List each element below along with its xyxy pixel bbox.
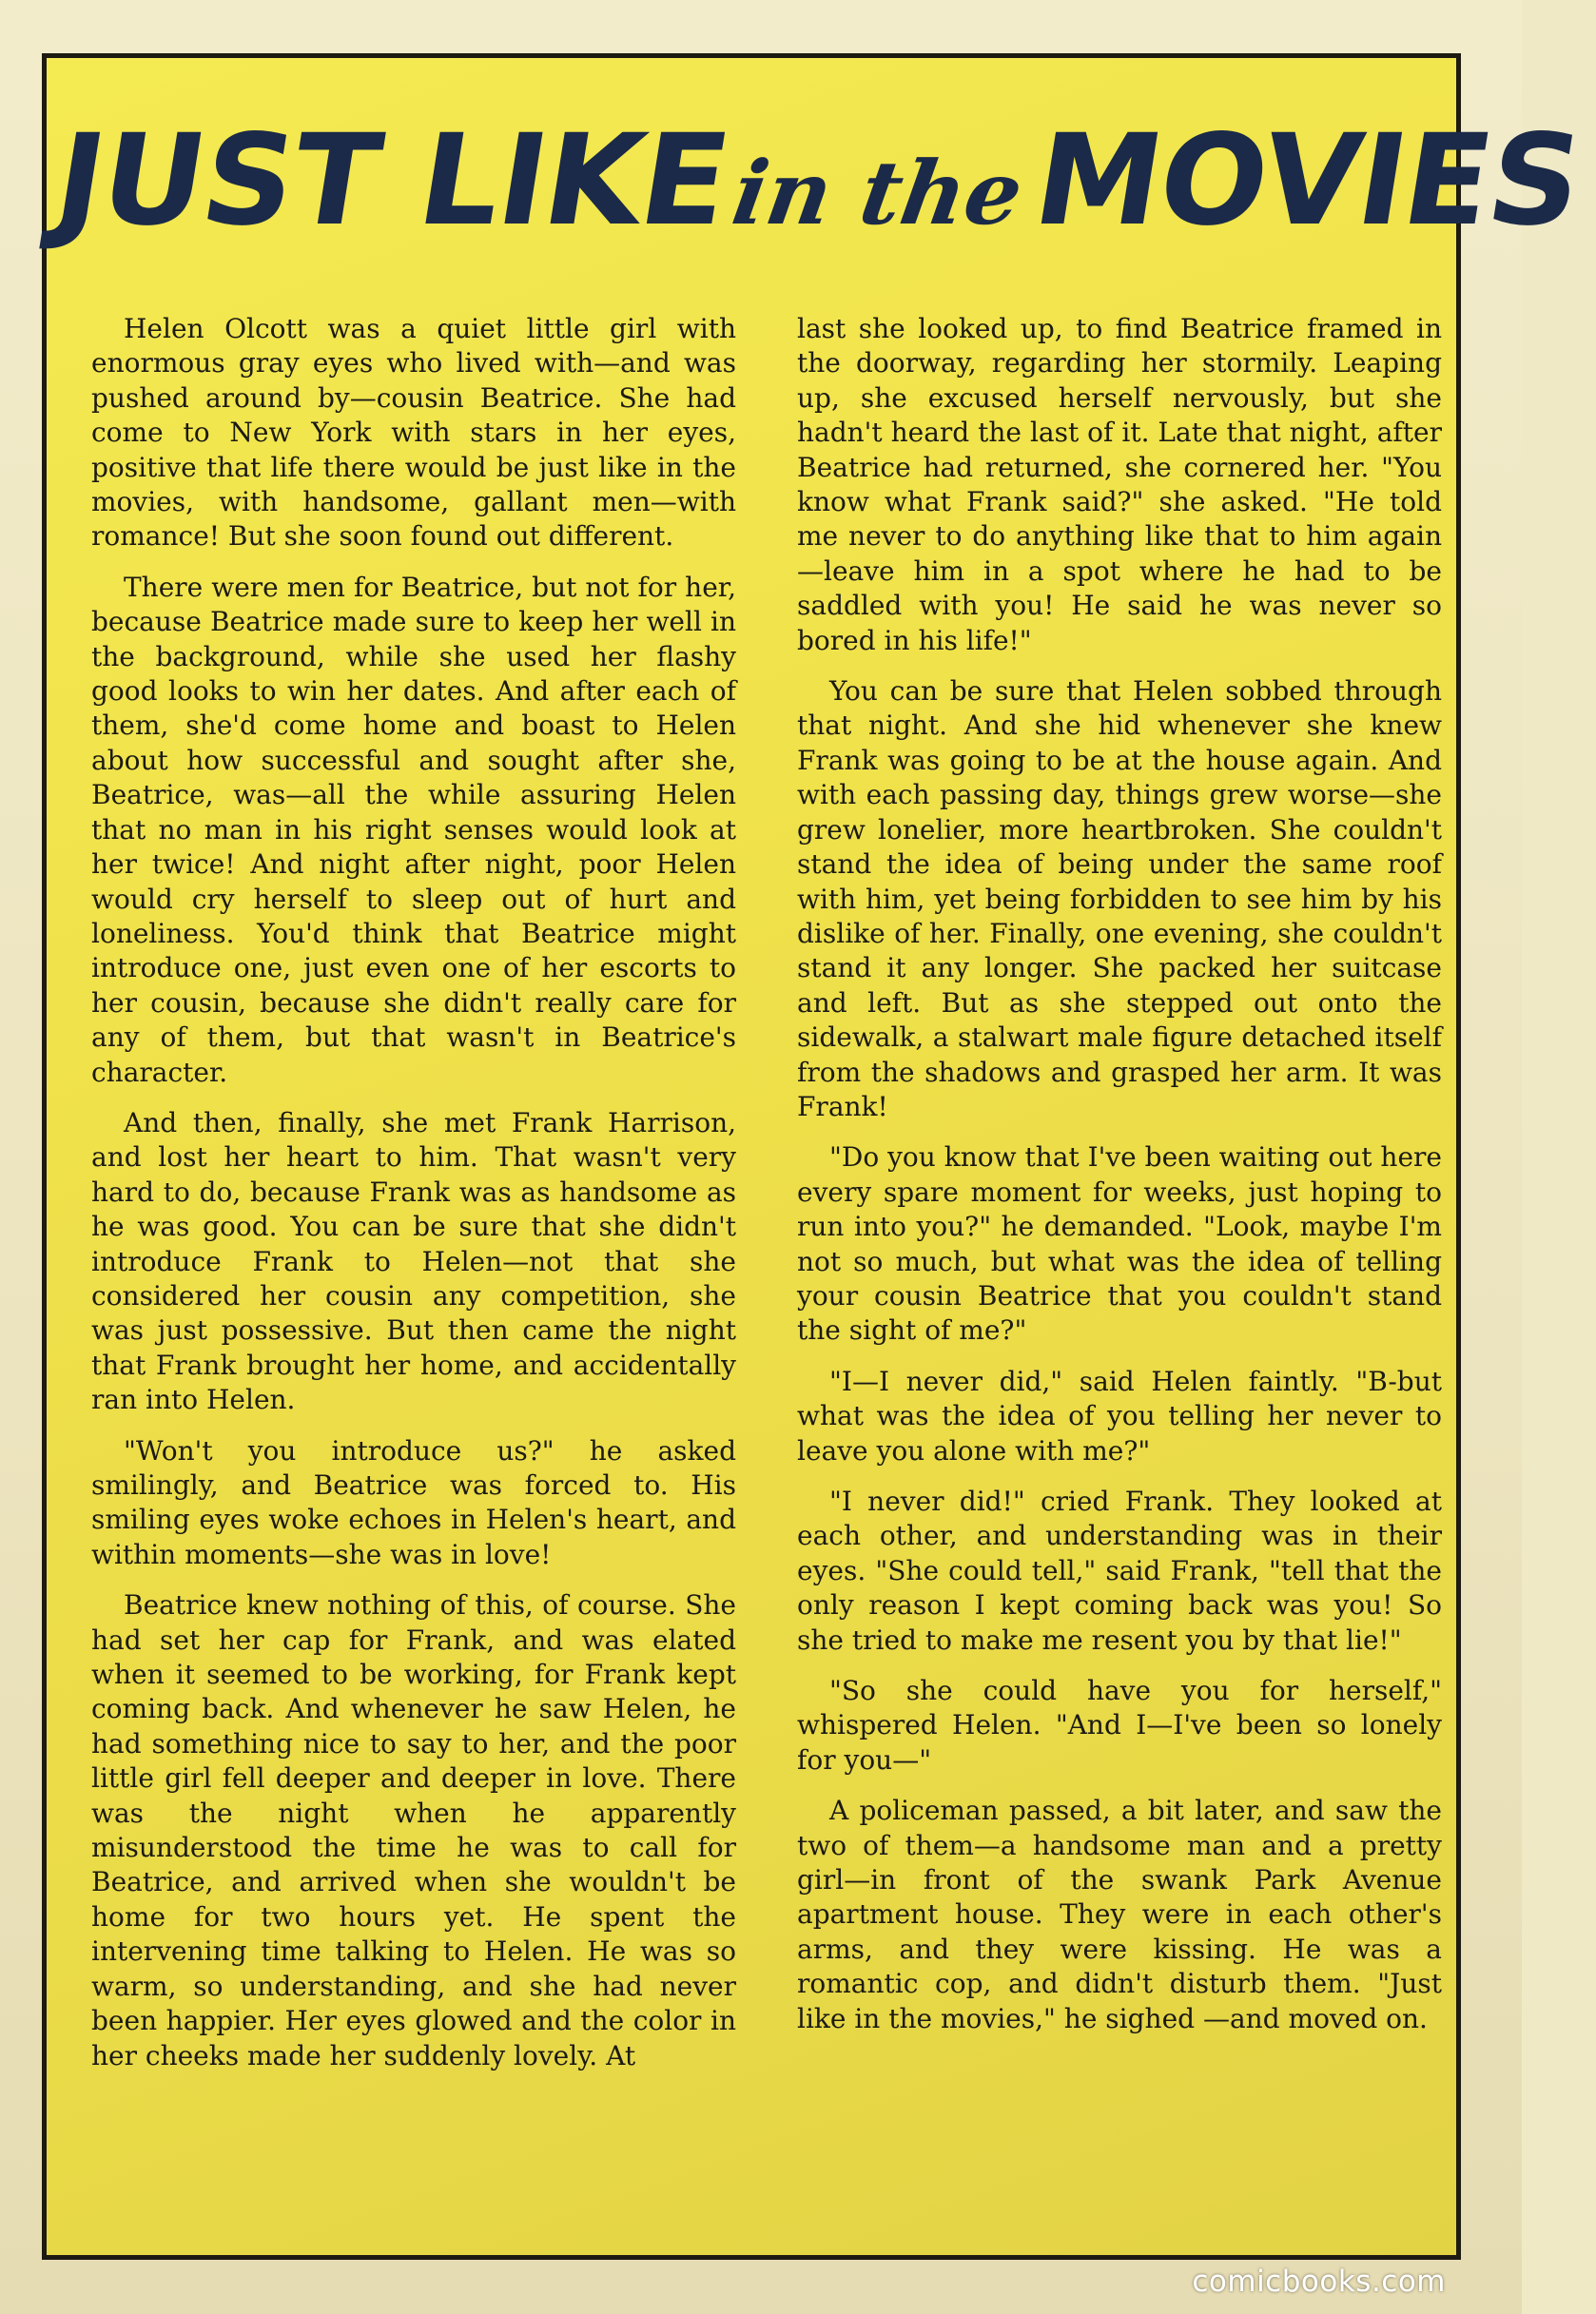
paragraph: Beatrice knew nothing of this, of course. She had set her cap for Frank, and was elated when it seemed to be working, for Frank kept coming back. And whenever he saw Helen, he had something nice to say to her, and the poor little girl fell deeper and deeper in love. There was the night when he apparently misunderstood the time he was to call for Beatrice, and arrived when she wouldn't be home for two hours yet. He spent the intervening time talking to Helen. He was so warm, so understanding, and she had never been happier. Her eyes glowed and the color in her cheeks made her suddenly lovely. At — [91, 1589, 736, 2071]
paragraph: Helen Olcott was a quiet little girl with enormous gray eyes who lived with—and was pushed around by—cousin Beatrice. She had come to New York with stars in her eyes, positive that life there would be just like in the movies, with handsome, gallant men—with romance! But she soon found out different. — [91, 313, 736, 553]
title-part-just-like: JUST LIKE — [45, 107, 739, 254]
story-title — [41, 76, 1591, 285]
paragraph: And then, finally, she met Frank Harrison, and lost her heart to him. That wasn't very hard to do, because Frank was as handsome as he was good. You can be sure that she didn't introduce Frank to Helen—not that she considered her cousin any competition, she was just possessive. But then came the night that Frank brought her home, and accidentally ran into Helen. — [91, 1106, 736, 1416]
paragraph: "Do you know that I've been waiting out here every spare moment for weeks, just hoping to run into you?" he demanded. "Look, maybe I'm not so much, but what was the idea of telling your cousin Beatrice that you couldn't stand the sight of me?" — [797, 1141, 1442, 1347]
paragraph: "I never did!" cried Frank. They looked at each other, and understanding was in their eyes. "She could tell," said Frank, "tell that the only reason I kept coming back was you! So she tried to make me resent you by that lie!" — [797, 1486, 1442, 1656]
paragraph: A policeman passed, a bit later, and saw the two of them—a handsome man and a pretty girl—in front of the swank Park Avenue apartment house. They were in each other's arms, and they were kissing. He was a romantic cop, and didn't disturb them. "Just like in the movies," he sighed —and moved on. — [797, 1795, 1442, 2034]
paragraph: "Won't you introduce us?" he asked smilingly, and Beatrice was forced to. His smiling eyes woke echoes in Helen's heart, and within moments—she was in love! — [91, 1434, 736, 1570]
watermark: comicbooks.com — [1192, 2265, 1446, 2299]
paragraph: "I—I never did," said Helen faintly. "B-but what was the idea of you telling her never to leave you alone with me?" — [797, 1365, 1442, 1467]
paragraph: You can be sure that Helen sobbed through that night. And she hid whenever she knew Frank was going to be at the house again. And with each passing day, things grew worse—she grew lonelier, more heartbroken. She couldn't stand the idea of being under the same roof with him, yet being forbidden to see him by his dislike of her. Finally, one evening, she couldn't stand it any longer. She packed her suitcase and left. But as she stepped out onto the sidewalk, a stalwart male figure detached itself from the shadows and grasped her arm. It was Frank! — [797, 675, 1442, 1122]
paragraph: There were men for Beatrice, but not for her, because Beatrice made sure to keep her well in the background, while she used her flashy good looks to win her dates. And after each of them, she'd come home and boast to Helen about how successful and sought after she, Beatrice, was—all the while assuring Helen that no man in his right senses would look at her twice! And night after night, poor Helen would cry herself to sleep out of hurt and loneliness. You'd think that Beatrice might introduce one, just even one of her escorts to her cousin, because she didn't really care for any of them, but that wasn't in Beatrice's character. — [91, 571, 736, 1088]
title-part-movies: MOVIES — [1024, 107, 1591, 254]
text-column-right — [797, 312, 1442, 2036]
text-column-left — [91, 312, 736, 2073]
title-part-in-the: in the — [726, 142, 1030, 244]
paragraph: "So she could have you for herself," whispered Helen. "And I—I've been so lonely for you—" — [797, 1675, 1442, 1776]
paragraph: last she looked up, to find Beatrice framed in the doorway, regarding her stormily. Leaping up, she excused herself nervously, but she hadn't heard the last of it. Late that night, after Beatrice had returned, she cornered her. "You know what Frank said?" she asked. "He told me never to do anything like that to him again—leave him in a spot where he had to be saddled with you! He said he was never so bored in his life!" — [797, 313, 1442, 656]
